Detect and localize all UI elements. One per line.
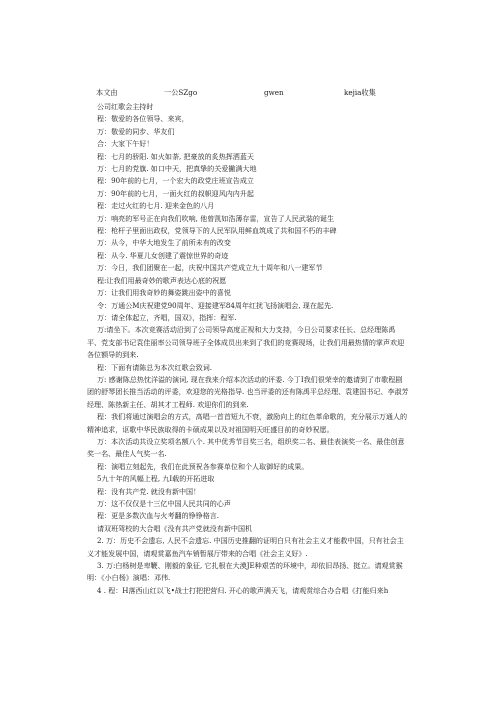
text-line: 程：走过火红的七月. 迎来金色的八月 bbox=[97, 201, 215, 211]
text-line: 万：响亮的军号正在向我们吹响, 他曾凯如浩薄存雷，宣告了人民武装的诞生 bbox=[97, 213, 335, 223]
document-body bbox=[87, 101, 409, 597]
text-line: 3. 万:白杨树是卑鞭、刚毅的象征, 它扎根在大漠JE种艰苦的环境中，却依旧昂扬、挺立。请观赏猴明：《小白杨》演唱：邓伟. bbox=[87, 561, 403, 583]
header-author-2: gwen bbox=[264, 88, 284, 97]
text-line: 万：90年前的七月，一面火红的叔帜迎风内内升起 bbox=[97, 188, 254, 198]
text-line: 万：让我们用我奇妙的舞姿跳出姿中的喜悦 bbox=[97, 288, 231, 298]
text-line: 程：敬爱的各位领导、来宾， bbox=[97, 114, 189, 124]
text-line: 程：从今. 华夏儿女创建了震惊世界的奇迹 bbox=[97, 250, 229, 260]
text-line: 万：七月的党旗. 如口中天，把真挚的关爱撇满大地 bbox=[97, 164, 257, 174]
text-line: 程：七月的骄阳. 如火如荼, 把豪放的炙热挥洒蓝天 bbox=[97, 151, 254, 161]
text-line: 程：没有共产党. 就没有新中国！ bbox=[97, 486, 201, 496]
text-line: 4 . 程：H落西山红以飞•战士打把把营归. 开心的歌声满天飞，请观赏综合办合唱《打能归来h bbox=[97, 585, 389, 595]
text-line: 令：万通公M庆祝建党90周年、迎接建军84周年红扰飞扬演唱会, 现在起先. bbox=[97, 300, 334, 310]
text-line: 请双班驾校的大合唱《没有共产党就没有新中国机 bbox=[97, 523, 253, 533]
text-line: 万：本次活动共设立奖项名额八个. 其中优秀节目奖三名，组织奖二名、最佳表演奖一名、最佳创意奖一名、最佳人气奖一名. bbox=[87, 436, 405, 459]
document-header bbox=[96, 88, 416, 100]
text-line: 合：大家下午好！ bbox=[97, 139, 154, 149]
text-line: 万：请全体起立，齐唱，国双》，指挥：程军. bbox=[97, 312, 237, 322]
text-line: 万:请坐下。本次竞赛活动沿到了公司领导高度正视和大力支持，今日公司要求任长、总经理陈禹平、党支部书记袁佳丽率公司领导班子全体成员出来到了我们的竞赛现场，让我们用最热情的掌声欢迎各位额导的到来. bbox=[87, 325, 405, 360]
text-line: 万: 感谢陈总热忱洋溢的演词, 现在我来介绍本次活动的评委. 今丁I我们很荣幸的邀请到了市歌程剧团的舒琴团长推当活动的评委，欢迎您的光格指导. 也当评委的还有陈禹平总经理、袁建国书记、李淑芳经理、陈热新主任、胡其才工程师. 欢迎你们的到来. bbox=[87, 374, 409, 409]
text-line: 万：今日，我们团聚在一起，庆祝中国共产党成立九十周年和八一建军节 bbox=[97, 263, 323, 273]
text-line: 程：枪杆子里面出政权，党领导下的人民军队用鲜血筑成了共和国不朽的丰碑 bbox=[97, 226, 337, 236]
text-line: 程：下面有请陈总为本次红歌会致词. bbox=[97, 362, 212, 372]
header-source-label: 本文由 bbox=[96, 88, 118, 97]
text-line: 5九十年的风幅上程, 九I载的开拓进取 bbox=[97, 474, 215, 484]
text-line: 万：敬爱的同步、华友们 bbox=[97, 126, 175, 136]
text-line: 程：更是多数次血与火考翻的铮铮格言. bbox=[97, 511, 220, 521]
text-line: 程：演唱立刻起先，我们在此预祝各参赛单位和个人取御好的成果。 bbox=[97, 461, 309, 471]
header-author-1: 一公SZgo bbox=[164, 88, 198, 97]
header-collector: kejia收集 bbox=[344, 88, 376, 97]
text-line: 程：90年前的七月，一个宏大的政党庄班宣告成立 bbox=[97, 176, 254, 186]
text-line: 万：这不仅仅是十三亿中国人民共同的心声 bbox=[97, 499, 231, 508]
text-line: 万：从今，中华大地发生了前所未有的改变 bbox=[97, 238, 231, 248]
text-line: 程:让我们用最奇妙的歌声表达心底的祝愿 bbox=[97, 275, 227, 285]
text-line: 2. 万：历史不会遗忘, 人民不会遗忘. 中国历史推翻的证明白只有社会主义才能救中国，只有社会主义才能发展中国，请观赏嘉鱼汽车销暂展厅带来的合唱《社会主义好》. bbox=[87, 536, 404, 558]
text-line: 公司红歌会主持时 bbox=[97, 102, 154, 111]
text-line: 程：我们将通过演唱会的方式，高唱一首首短九不衰，激励向上的红色革命歌的，充分展示万通人的精神追求，讴歌中华民族取得的卡硕成果以及对祖国明天旺盛目前的奇妙祝愿。 bbox=[87, 412, 408, 434]
